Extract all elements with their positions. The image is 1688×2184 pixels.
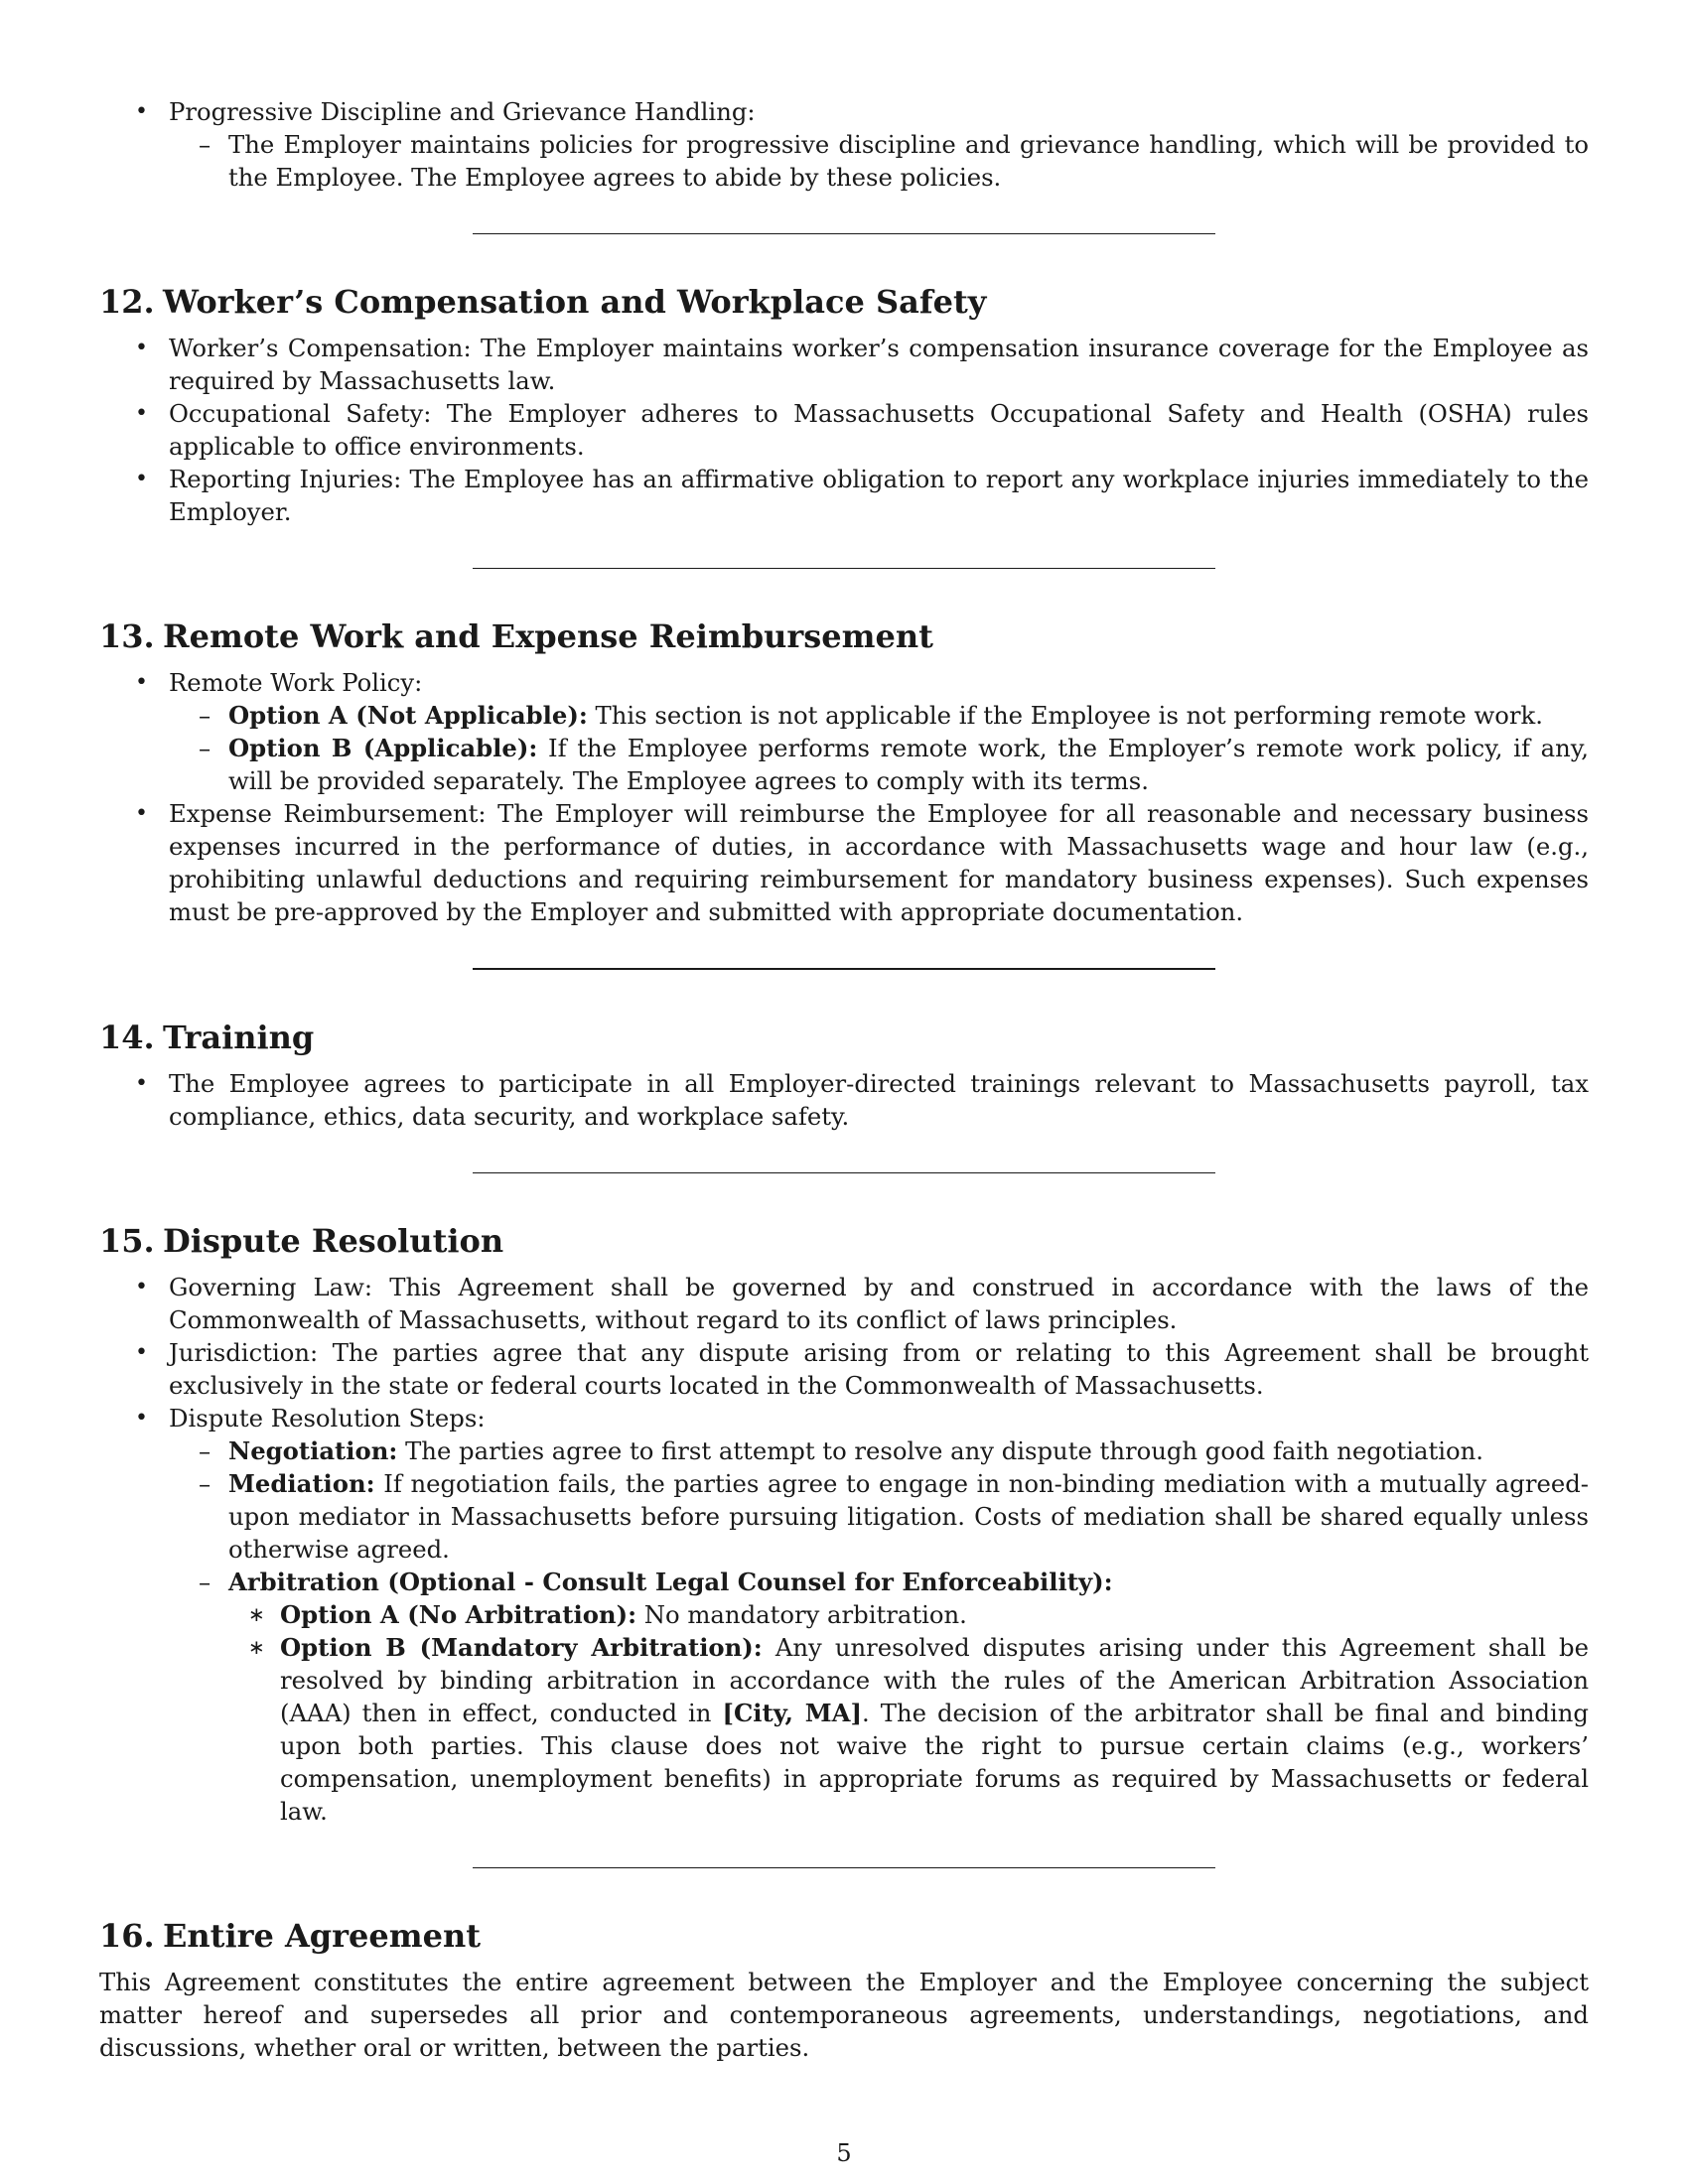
mediation-label: Mediation: xyxy=(228,1469,375,1498)
section-number: 13. xyxy=(99,617,155,655)
arb-option-b-text-1: Any unresolved disputes arising under this Agreement shall be resolved by binding arbitration in accordance with the rules of the American Arbitration Association (AAA) then in effect, conducted in xyxy=(280,1633,1589,1727)
section-14-list xyxy=(99,1067,1589,1133)
section-12-heading xyxy=(99,282,1589,322)
list-item xyxy=(99,666,1589,797)
section-14-heading xyxy=(99,1018,1589,1057)
pd-label: Progressive Discipline and Grievance Handling: xyxy=(169,97,756,126)
list-item: • Jurisdiction: The parties agree that any dispute arising from or relating to this Agreement shall be brought exclusively in the state or federal courts located in the Commonwealth of Massachusetts. xyxy=(99,1336,1589,1402)
option-b-label: Option B (Applicable): xyxy=(228,734,538,762)
list-item: • Governing Law: This Agreement shall be governed by and construed in accordance with the laws of the Commonwealth of Massachusetts, without regard to its conflict of laws principles. xyxy=(99,1271,1589,1336)
list-item xyxy=(99,1402,1589,1828)
entire-agreement-text: This Agreement constitutes the entire agreement between the Employer and the Employee concerning the subject matter hereof and supersedes all prior and contemporaneous agreements, understandings, negotiations, and discussions, whether oral or written, between the parties. xyxy=(99,1968,1589,2062)
mediation-item xyxy=(169,1467,1589,1566)
section-number: 12. xyxy=(99,283,155,321)
option-b-item xyxy=(169,732,1589,797)
document-page xyxy=(99,95,1589,2064)
arb-option-a-label: Option A (No Arbitration): xyxy=(280,1600,637,1629)
sub-list xyxy=(169,1434,1589,1828)
section-15-heading xyxy=(99,1221,1589,1261)
arb-option-a-item xyxy=(228,1598,1589,1631)
list-item: • Worker’s Compensation: The Employer maintains worker’s compensation insurance coverage for the Employee as required by Massachusetts law. xyxy=(99,332,1589,397)
section-title: Worker’s Compensation and Workplace Safety xyxy=(163,283,987,321)
pd-text: – The Employer maintains policies for progressive discipline and grievance handling, which will be provided to the Employee. The Employee agrees to abide by these policies. xyxy=(169,128,1589,194)
intro-list xyxy=(99,95,1589,194)
list-item: • Expense Reimbursement: The Employer will reimburse the Employee for all reasonable and necessary business expenses incurred in the performance of duties, in accordance with Massachusetts wage and hour law (e.g., prohibiting unlawful deductions and requiring reimbursement for mandatory business expenses). Such expenses must be pre-approved by the Employer and submitted with appropriate documentation. xyxy=(99,797,1589,928)
negotiation-item xyxy=(169,1434,1589,1467)
section-number: 14. xyxy=(99,1019,155,1056)
section-15-list xyxy=(99,1271,1589,1828)
section-title: Entire Agreement xyxy=(163,1917,481,1955)
list-item xyxy=(99,95,1589,194)
arb-option-b-label: Option B (Mandatory Arbitration): xyxy=(280,1633,763,1662)
section-12-list xyxy=(99,332,1589,528)
section-title: Training xyxy=(163,1019,315,1056)
sub-sub-list xyxy=(228,1598,1589,1828)
negotiation-text: The parties agree to first attempt to resolve any dispute through good faith negotiation. xyxy=(405,1436,1484,1465)
arb-option-b-text-2: . The decision of the arbitrator shall be final and binding upon both parties. This clause does not waive the right to pursue certain claims (e.g., workers’ compensation, unemployment benefits) in appropriate forums as required by Massachusetts or federal law. xyxy=(280,1699,1589,1826)
steps-label: Dispute Resolution Steps: xyxy=(169,1404,486,1433)
mediation-text: If negotiation fails, the parties agree to engage in non-binding mediation with a mutually agreed-upon mediator in Massachusetts before pursuing litigation. Costs of mediation shall be shared equally unless otherwise agreed. xyxy=(228,1469,1589,1564)
negotiation-label: Negotiation: xyxy=(228,1436,398,1465)
sub-list xyxy=(169,128,1589,194)
sub-list xyxy=(169,699,1589,797)
arb-option-b-item xyxy=(228,1631,1589,1828)
section-number: 15. xyxy=(99,1222,155,1260)
option-a-text: This section is not applicable if the Employee is not performing remote work. xyxy=(595,701,1543,730)
section-title: Remote Work and Expense Reimbursement xyxy=(163,617,933,655)
arb-option-a-text: No mandatory arbitration. xyxy=(643,1600,967,1629)
section-13-heading xyxy=(99,616,1589,656)
section-13-list xyxy=(99,666,1589,928)
page-number: 5 xyxy=(836,2139,852,2167)
list-item: • Reporting Injuries: The Employee has an affirmative obligation to report any workplace injuries immediately to the Employer. xyxy=(99,463,1589,528)
arbitration-label: Arbitration (Optional - Consult Legal Counsel for Enforceability): xyxy=(228,1568,1113,1596)
arbitration-item xyxy=(169,1566,1589,1828)
section-title: Dispute Resolution xyxy=(163,1222,504,1260)
option-a-label: Option A (Not Applicable): xyxy=(228,701,588,730)
list-item: • Occupational Safety: The Employer adheres to Massachusetts Occupational Safety and Health (OSHA) rules applicable to office environments. xyxy=(99,397,1589,463)
section-number: 16. xyxy=(99,1917,155,1955)
arb-city-placeholder: [City, MA] xyxy=(722,1699,862,1727)
option-a-item xyxy=(169,699,1589,732)
section-16-heading xyxy=(99,1916,1589,1956)
remote-work-label: Remote Work Policy: xyxy=(169,668,423,697)
option-b-text: If the Employee performs remote work, the Employer’s remote work policy, if any, will be provided separately. The Employee agrees to comply with its terms. xyxy=(228,734,1589,795)
list-item: • The Employee agrees to participate in all Employer-directed trainings relevant to Massachusetts payroll, tax compliance, ethics, data security, and workplace safety. xyxy=(99,1067,1589,1133)
